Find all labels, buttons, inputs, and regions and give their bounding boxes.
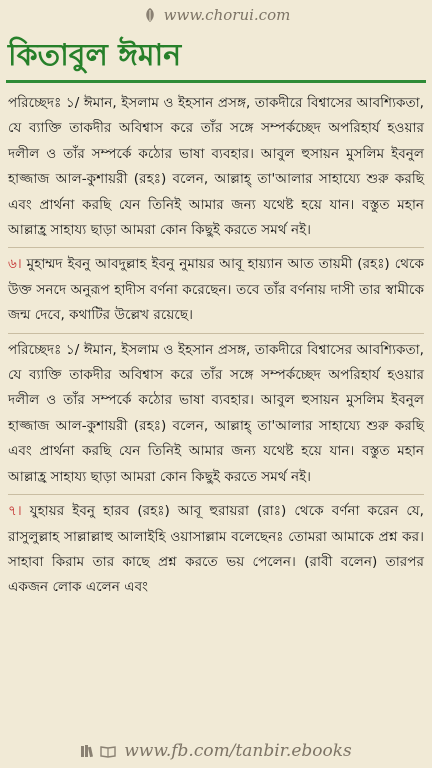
paragraph-text: পরিচ্ছেদঃ ১/ ঈমান, ইসলাম ও ইহসান প্রসঙ্গ, তাকদীরে বিশ্বাসের আবশ্যিকতা, যে ব্যাক্তি তাকদীর অবিশ্বাস করে তাঁর সঙ্গে সম্পর্কচ্ছেদ অপরিহার্য হওয়ার দলীল ও তাঁর সম্পর্কে কঠোর ভাষা ব্যবহার। আবুল হুসায়ন মুসলিম ইবনুল হাজ্জাজ আল-কুশায়রী (রহঃ) বলেন, আল্লাহ্ তা'আলার সাহায্যে শুরু করছি এবং প্রার্থনা করছি যেন তিনিই আমার জন্য যথেষ্ট হয়ে যান। বস্তুত মহান আল্লাহ্র সাহায্য ছাড়া আমরা কোন কিছুই করতে সমর্থ নই। — [8, 341, 424, 485]
paragraph-text: যুহায়র ইবনু হারব (রহঃ) আবূ হুরায়রা (রাঃ) থেকে বর্ণনা করেন যে, রাসুলুল্লাহ সাল্লাল্লাহু আলাইহি ওয়াসাল্লাম বলেছেনঃ তোমরা আমাকে প্রশ্ন কর। সাহাবা কিরাম তার কাছে প্রশ্ন করতে ভয় পেলেন। (রাবী বলেন) তারপর একজন লোক এলেন এবং — [8, 503, 424, 596]
hadith-number: ৭। — [8, 503, 22, 520]
open-book-icon — [100, 743, 116, 759]
books-icon — [80, 743, 96, 759]
site-header — [0, 0, 432, 30]
paragraph-text: মুহাম্মদ ইবনু আবদুল্লাহ ইবনু নুমায়র আবূ হায়্যান আত তায়মী (রহঃ) থেকে উক্ত সনদে অনুরূপ হাদীস বর্ণনা করেছেন। তবে তাঁর বর্ণনায় দাসী তার স্বামীকে জন্ম দেবে, কথাটির উল্লেখ রয়েছে। — [8, 256, 424, 324]
site-url[interactable]: www.chorui.com — [163, 6, 291, 24]
paragraph-chapter-heading-1 — [8, 91, 424, 243]
paragraph-hadith-7 — [8, 499, 424, 601]
paragraph-separator — [8, 247, 424, 248]
reading-content[interactable] — [0, 83, 432, 731]
page-title: কিতাবুল ঈমান — [8, 38, 182, 73]
paragraph-hadith-6 — [8, 252, 424, 328]
hadith-number: ৬। — [8, 256, 22, 273]
paragraph-separator — [8, 494, 424, 495]
footer — [0, 734, 432, 768]
paragraph-text: পরিচ্ছেদঃ ১/ ঈমান, ইসলাম ও ইহসান প্রসঙ্গ, তাকদীরে বিশ্বাসের আবশ্যিকতা, যে ব্যাক্তি তাকদীর অবিশ্বাস করে তাঁর সঙ্গে সম্পর্কচ্ছেদ অপরিহার্য হওয়ার দলীল ও তাঁর সম্পর্কে কঠোর ভাষা ব্যবহার। আবুল হুসায়ন মুসলিম ইবনুল হাজ্জাজ আল-কুশায়রী (রহঃ) বলেন, আল্লাহ্ তা'আলার সাহায্যে শুরু করছি এবং প্রার্থনা করছি যেন তিনিই আমার জন্য যথেষ্ট হয়ে যান। বস্তুত মহান আল্লাহ্র সাহায্য ছাড়া আমরা কোন কিছুই করতে সমর্থ নই। — [8, 95, 424, 239]
footer-link[interactable]: www.fb.com/tanbir.ebooks — [124, 741, 352, 761]
leaf-icon — [142, 7, 158, 23]
paragraph-chapter-heading-2 — [8, 338, 424, 490]
paragraph-separator — [8, 333, 424, 334]
